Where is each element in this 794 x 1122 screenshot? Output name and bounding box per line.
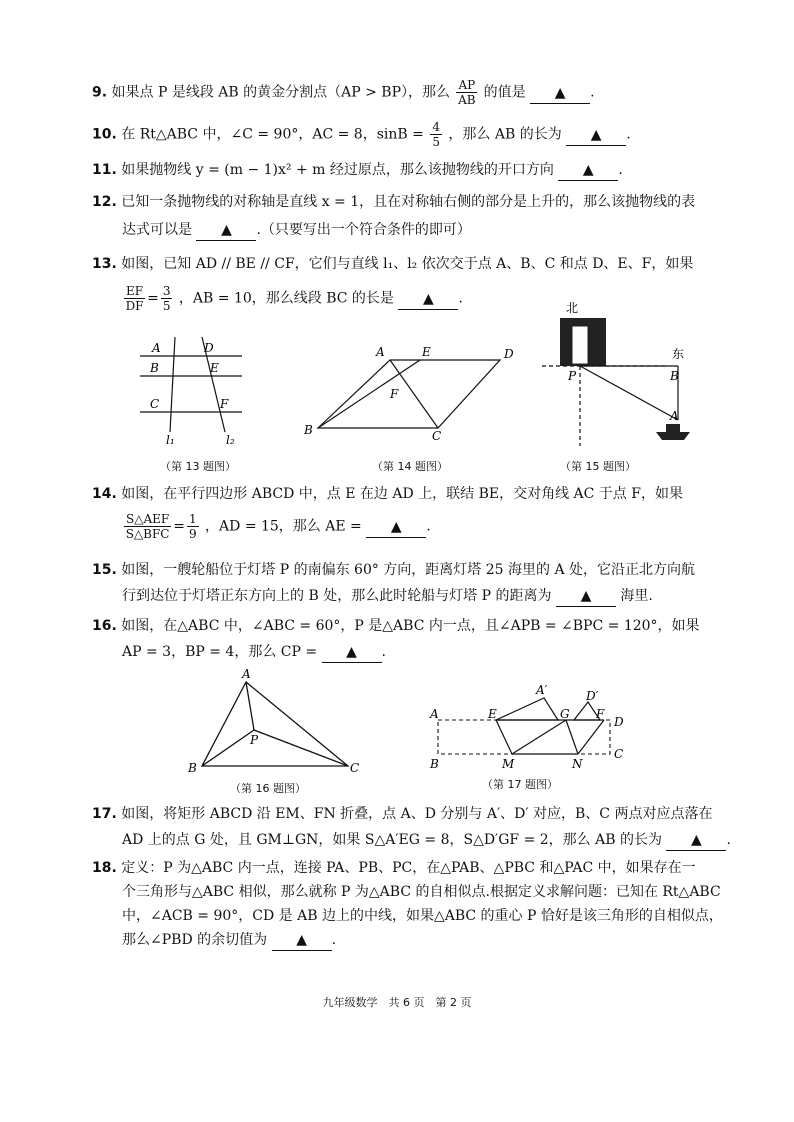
question-17 [92, 804, 732, 851]
label-D: D [614, 715, 624, 729]
label-B: B [304, 423, 313, 437]
answer-blank: ▲ [322, 642, 382, 663]
question-text: 在 Rt△ABC 中，∠C = 90°，AC = 8，sinB = [121, 126, 424, 143]
period: . [618, 162, 623, 178]
question-line-2: $\frac{EF}{DF}$ = $\frac{3}{5}$ ，AB = 10，那么线段 BC 的长是 ▲ . [125, 284, 463, 313]
answer-blank: ▲ [530, 83, 590, 104]
label-F: F [596, 707, 605, 721]
question-text: 如图，在平行四边形 ABCD 中，点 E 在边 AD 上，联结 BE，交对角线 AC 于点 F，如果 [121, 486, 683, 502]
label-M: M [502, 757, 515, 771]
question-text: 如果点 P 是线段 AB 的黄金分割点（AP > BP），那么 [111, 84, 451, 101]
label-F: F [390, 387, 399, 401]
question-line-2 [92, 586, 732, 607]
question-number: 11. [92, 162, 117, 178]
question-number: 12. [92, 194, 117, 210]
period: . [458, 290, 463, 307]
question-number: 15. [92, 562, 117, 578]
denominator: 5 [432, 135, 440, 149]
question-text: ，AD = 15，那么 AE = [205, 518, 362, 535]
label-A: A [376, 345, 385, 359]
question-9 [92, 78, 732, 107]
period: . [426, 518, 431, 535]
period: . [381, 644, 386, 660]
period: . [590, 84, 595, 101]
ship-icon [656, 424, 690, 440]
denominator: DF [125, 299, 144, 313]
question-text: 如图，一艘轮船位于灯塔 P 的南偏东 60° 方向，距离灯塔 25 海里的 A 处，它沿正北方向航 [121, 562, 696, 578]
figure-14-caption: （第 14 题图） [372, 460, 448, 473]
label-C: C [432, 429, 442, 443]
figure-15-caption: （第 15 题图） [560, 460, 636, 473]
period: . [626, 126, 631, 143]
question-11 [92, 160, 732, 181]
question-text-tail: .（只要写出一个符合条件的即可） [256, 222, 471, 238]
question-text: 定义：P 为△ABC 内一点，连接 PA、PB、PC，在△PAB、△PBC 和△PAC 中，如果存在一 [121, 860, 696, 876]
label-D: D [204, 341, 214, 355]
label-D: D [504, 347, 514, 361]
label-east: 东 [672, 347, 685, 361]
question-text: AP = 3，BP = 4，那么 CP = [122, 644, 318, 660]
numerator: S△AEF [126, 512, 170, 526]
question-line-2: 个三角形与△ABC 相似，那么就称 P 为△ABC 的自相似点.根据定义求解问题：已知在 Rt△ABC [122, 884, 721, 900]
numerator: 1 [188, 512, 197, 526]
period: . [726, 832, 731, 848]
answer-blank: ▲ [398, 289, 458, 310]
page-footer: 九年级数学 共 6 页 第 2 页 [322, 996, 472, 1009]
label-A: A [430, 707, 439, 721]
denominator: AB [458, 93, 476, 107]
figure-17-caption: （第 17 题图） [482, 778, 558, 791]
label-F: F [220, 397, 229, 411]
label-E: E [210, 361, 219, 375]
question-line-2 [92, 830, 732, 851]
fraction-value [187, 512, 199, 541]
label-A: A [242, 668, 251, 681]
answer-blank: ▲ [556, 586, 616, 607]
question-text: 已知一条抛物线的对称轴是直线 x = 1，且在对称轴右侧的部分是上升的，那么该抛物线的表 [121, 194, 696, 210]
question-15 [92, 560, 732, 607]
question-number: 18. [92, 860, 117, 876]
answer-blank: ▲ [666, 830, 726, 851]
fraction [430, 120, 442, 149]
numerator: EF [126, 284, 144, 298]
question-16 [92, 616, 732, 663]
label-l2: l₂ [226, 433, 235, 447]
figure-14 [298, 338, 528, 448]
answer-blank: ▲ [196, 220, 256, 241]
question-12 [92, 192, 732, 241]
question-number: 13. [92, 256, 117, 272]
question-14 [92, 484, 732, 541]
label-l1: l₁ [166, 433, 175, 447]
label-P: P [250, 733, 259, 747]
label-A: A [670, 409, 679, 423]
question-number: 9. [92, 84, 108, 101]
answer-blank: ▲ [366, 517, 426, 538]
label-B: B [430, 757, 439, 771]
question-text: 如果抛物线 y = (m − 1)x² + m 经过原点，那么该抛物线的开口方向 [121, 162, 554, 178]
fraction [124, 512, 171, 541]
question-line-2: $\frac{\text{S△AEF}}{\text{S△BFC}}$ = $\frac{1}{9}$ ，AD = 15，那么 AE = ▲ . [125, 512, 431, 541]
denominator: S△BFC [125, 527, 170, 541]
label-E: E [488, 707, 497, 721]
label-G: G [560, 707, 570, 721]
question-line-3: 中，∠ACB = 90°，CD 是 AB 边上的中线，如果△ABC 的重心 P 恰好是该三角形的自相似点， [122, 908, 723, 924]
question-number: 17. [92, 806, 117, 822]
question-text: AD 上的点 G 处，且 GM⊥GN，如果 S△A′EG = 8，S△D′GF = 2，那么 AB 的长为 [122, 832, 662, 848]
question-text: 如图，将矩形 ABCD 沿 EM、FN 折叠，点 A、D 分别与 A′、D′ 对应，B、C 两点对应点落在 [121, 806, 713, 822]
question-text: 如图，已知 AD // BE // CF，它们与直线 l₁、l₂ 依次交于点 A、B、C 和点 D、E、F，如果 [121, 256, 694, 272]
label-A: A [152, 341, 161, 355]
label-B: B [670, 369, 679, 383]
denominator: 9 [188, 527, 197, 541]
question-number: 16. [92, 618, 117, 634]
numerator: 4 [432, 120, 440, 134]
numerator: 3 [162, 284, 171, 298]
label-B: B [150, 361, 159, 375]
answer-blank: ▲ [566, 125, 626, 146]
answer-blank: ▲ [272, 930, 332, 951]
figure-17 [426, 678, 636, 774]
question-number: 14. [92, 486, 117, 502]
question-text-tail: 的值是 [483, 84, 526, 101]
label-C: C [350, 761, 360, 775]
label-A-prime: A′ [536, 683, 548, 697]
figure-16 [180, 668, 370, 778]
label-P: P [568, 369, 577, 383]
fraction [124, 284, 145, 313]
question-text: 那么∠PBD 的余切值为 [122, 932, 268, 948]
figure-13-caption: （第 13 题图） [160, 460, 236, 473]
period: . [331, 932, 337, 948]
figure-15 [538, 296, 708, 452]
denominator: 5 [162, 299, 171, 313]
question-text: 达式可以是 [122, 222, 192, 238]
question-10 [92, 120, 732, 149]
question-text: 如图，在△ABC 中，∠ABC = 60°，P 是△ABC 内一点，且∠APB = ∠BPC = 120°，如果 [121, 618, 700, 634]
label-C: C [150, 397, 160, 411]
question-text-tail: 海里. [620, 588, 653, 604]
question-line-2 [92, 642, 732, 663]
fraction-value [161, 284, 173, 313]
question-text: 行到达位于灯塔正东方向上的 B 处，那么此时轮船与灯塔 P 的距离为 [122, 588, 552, 604]
answer-blank: ▲ [558, 160, 618, 181]
figure-13 [130, 332, 260, 452]
question-line-4 [92, 930, 732, 951]
label-E: E [422, 345, 431, 359]
question-text-tail: ，那么 AB 的长为 [448, 126, 562, 143]
label-B: B [188, 761, 197, 775]
figure-16-caption: （第 16 题图） [230, 782, 306, 795]
label-D-prime: D′ [586, 689, 599, 703]
question-text: ，AB = 10，那么线段 BC 的长是 [178, 290, 394, 307]
label-north: 北 [566, 301, 579, 315]
question-18 [92, 858, 732, 951]
label-C: C [614, 747, 624, 761]
question-number: 10. [92, 126, 117, 143]
fraction [456, 78, 477, 107]
question-line-2 [92, 220, 732, 241]
numerator: AP [458, 78, 476, 92]
label-N: N [572, 757, 583, 771]
